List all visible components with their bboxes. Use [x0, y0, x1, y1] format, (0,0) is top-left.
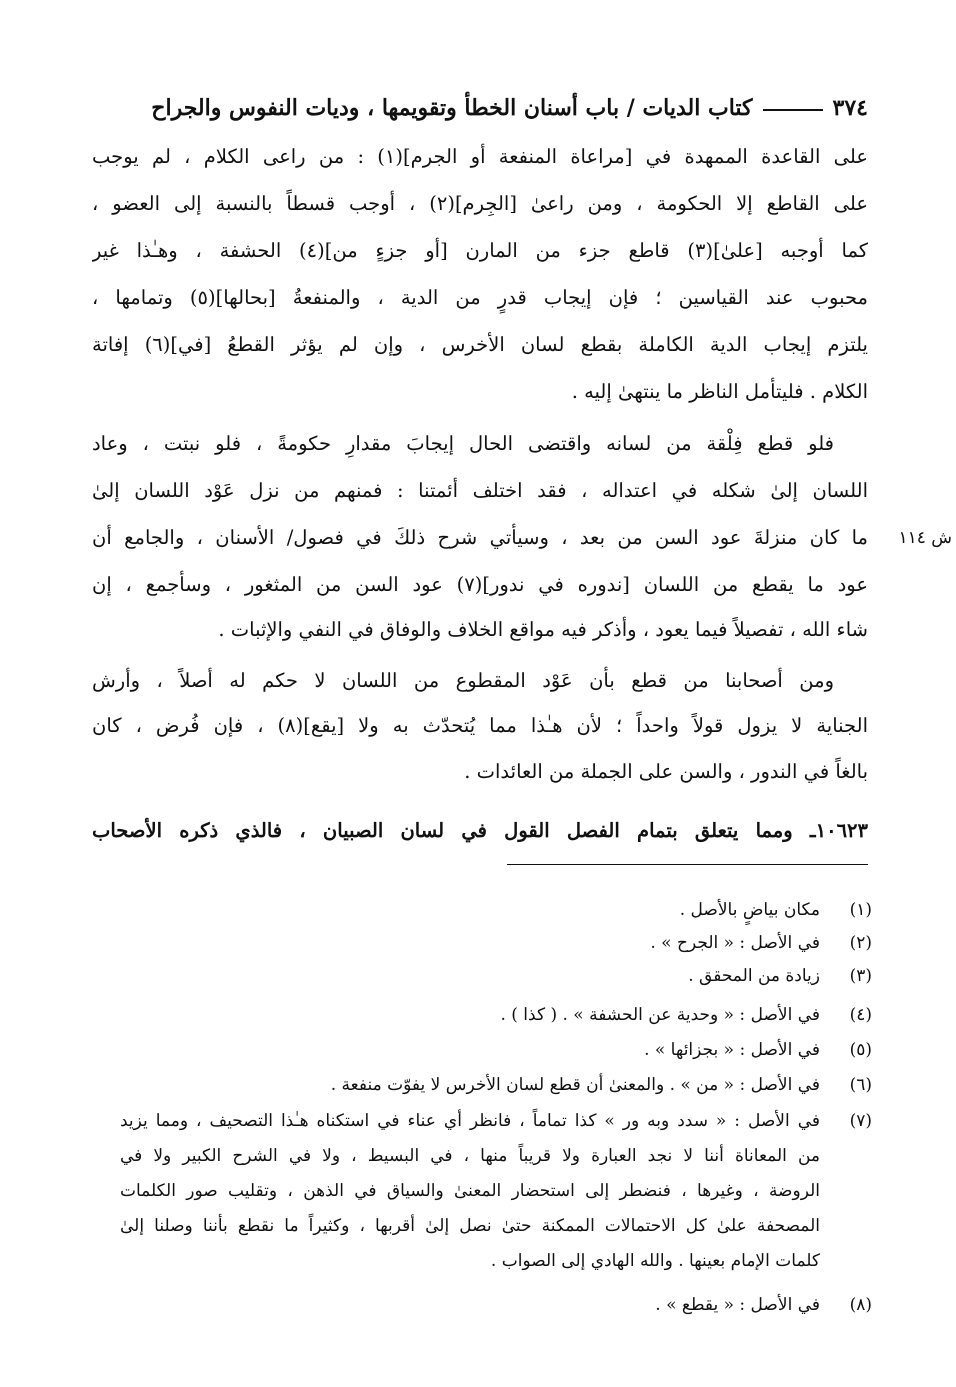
page-number: ٣٧٤: [832, 95, 868, 121]
footnote-number: (٢): [849, 933, 872, 953]
footnote-text: في الأصل : « الجرح » .: [650, 933, 820, 953]
footnote-text: زيادة من المحقق .: [688, 966, 820, 986]
body-line: على القاطع إلا الحكومة ، ومن راعىٰ [الجِرم](٢) ، أوجب قسطاً بالنسبة إلى العضو ،: [92, 192, 868, 215]
body-line: اللسان إلىٰ شكله في اعتداله ، فقد اختلف أئمتنا : فمنهم من نزل عَوْد اللسان إلىٰ: [92, 479, 868, 502]
header-title: كتاب الديات / باب أسنان الخطأ وتقويمها ، وديات النفوس والجراح: [151, 95, 753, 121]
footnote-number: (٣): [849, 966, 872, 986]
footnote-number: (٧): [849, 1111, 872, 1131]
body-line: الكلام . فليتأمل الناظر ما ينتهىٰ إليه .: [571, 380, 868, 403]
footnote-text: في الأصل : « من » . والمعنىٰ أن قطع لسان الأخرس لا يفوّت منفعة .: [330, 1075, 820, 1095]
header-dash: [763, 109, 823, 111]
footnote-text: مكان بياضٍ بالأصل .: [679, 900, 820, 920]
footnote-number: (١): [849, 900, 872, 920]
body-line: يلتزم إيجاب الدية الكاملة بقطع لسان الأخرس ، وإن لم يؤثر القطعُ [في](٦) إفاتة: [92, 333, 868, 356]
body-line: على القاعدة الممهدة في [مراعاة المنفعة أو الجرم](١) : من راعى الكلام ، لم يوجب: [92, 145, 868, 168]
footnote-number: (٥): [849, 1040, 872, 1060]
body-line: ومن أصحابنا من قطع بأن عَوْد المقطوع من اللسان لا حكم له أصلاً ، وأرش: [92, 669, 834, 692]
body-line: بالغاً في الندور ، والسن على الجملة من العائدات .: [464, 760, 868, 783]
body-line: الجناية لا يزول قولاً واحداً ؛ لأن هـٰذا مما يُتحدّث به ولا [يقع](٨) ، فإن فُرض ، كان: [92, 714, 868, 737]
footnote-text: في الأصل : « بجزائها » .: [644, 1040, 820, 1060]
footnote-text: الروضة ، وغيرها ، فنضطر إلى استحضار المعنىٰ والسياق في الذهن ، وتقليب صور الكلمات: [120, 1181, 820, 1201]
running-header: [92, 86, 868, 130]
footnote-number: (٦): [849, 1075, 872, 1095]
footnote-number: (٤): [849, 1005, 872, 1025]
body-line: كما أوجبه [علىٰ](٣) قاطع جزء من المارن [أو جزءٍ من](٤) الحشفة ، وهـٰذا غير: [92, 239, 868, 262]
footnote-text: من المعاناة أننا لا نجد العبارة ولا قريباً منها ، في البسيط ، ولا في الشرح الكبير ولا في: [120, 1146, 820, 1166]
footnote-text: في الأصل : « سدد وبه ور » كذا تماماً ، فانظر أي عناء في استكناه هـٰذا التصحيف ، ومما يزيد: [120, 1111, 820, 1131]
footnote-number: (٨): [849, 1295, 872, 1315]
body-line: ما كان منزلةَ عود السن من بعد ، وسيأتي شرح ذلكَ في فصول/ الأسنان ، والجامع أن: [92, 526, 868, 549]
footnote-separator: [507, 864, 868, 865]
body-line: شاء الله ، تفصيلاً فيما يعود ، وأذكر فيه مواقع الخلاف والوفاق في النفي والإثبات .: [218, 618, 868, 641]
body-line: فلو قطع فِلْقة من لسانه واقتضى الحال إيجابَ مقدارِ حكومةً ، فلو نبتت ، وعاد: [92, 432, 834, 455]
footnote-text: في الأصل : « يقطع » .: [655, 1295, 820, 1315]
footnote-text: المصحفة علىٰ كل الاحتمالات الممكنة حتىٰ نصل إلىٰ أقربها ، وكثيراً ما نقطع بأننا وصلنا إلىٰ: [120, 1216, 820, 1236]
footnote-text: في الأصل : « وحدية عن الحشفة » . ( كذا ) .: [500, 1005, 820, 1025]
body-line: محبوب عند القياسين ؛ فإن إيجاب قدرٍ من الدية ، والمنفعةُ [بحالها](٥) وتمامها ،: [92, 286, 868, 309]
margin-folio-note: ش ١١٤: [898, 528, 952, 548]
footnote-text: كلمات الإمام بعينها . والله الهادي إلى الصواب .: [490, 1251, 820, 1271]
section-opening-line: ١٠٦٢٣ـ ومما يتعلق بتمام الفصل القول في لسان الصبيان ، فالذي ذكره الأصحاب: [92, 819, 868, 842]
body-line: عود ما يقطع من اللسان [ندوره في ندور](٧) عود السن من المثغور ، وسأجمع ، إن: [92, 573, 868, 596]
